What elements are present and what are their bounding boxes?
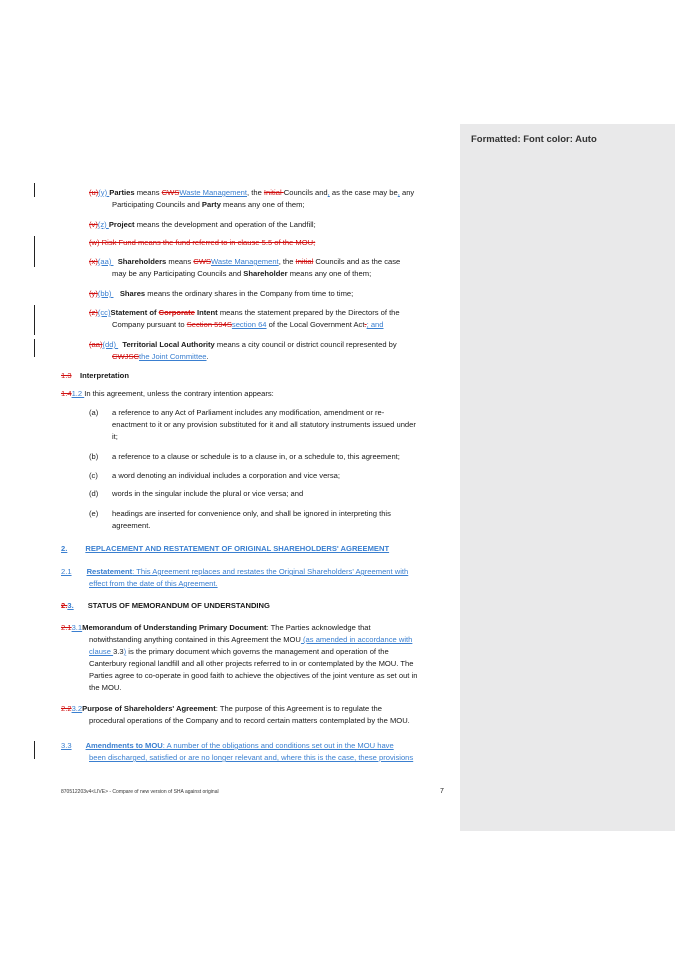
definition-shareholders-line2: may be any Participating Councils and Shareholder means any one of them;: [112, 269, 372, 278]
definition-statement-line2: Company pursuant to Section 594Ssection 64 of the Local Government Act.; and: [112, 320, 384, 329]
interpretation-item-label: (a): [89, 408, 99, 417]
clause-3-1: 2.13.1Memorandum of Understanding Primary Document: The Parties acknowledge that: [61, 623, 371, 632]
definition-parties: (u)(y) Parties means CWSWaste Management, the Initial Councils and, as the case may be, any: [89, 188, 415, 197]
definition-parties-line2: Participating Councils and Party means any one of them;: [112, 200, 305, 209]
definition-shares: (y)(bb) Shares means the ordinary shares in the Company from time to time;: [89, 289, 354, 298]
interpretation-item-text: agreement.: [112, 521, 151, 530]
page-number: 7: [440, 788, 444, 795]
clause-2-1-line2: effect from the date of this Agreement.: [89, 579, 218, 588]
interpretation-item-text: a reference to a clause or schedule is to a clause in, or a schedule to, this agreement;: [112, 452, 400, 461]
interpretation-item-text: a word denoting an individual includes a corporation and vice versa;: [112, 471, 340, 480]
section-3-heading: 2.3. STATUS OF MEMORANDUM OF UNDERSTANDING: [61, 601, 270, 610]
interpretation-item-label: (b): [89, 452, 99, 461]
clause-3-3-line2: been discharged, satisfied or are no longer relevant and, where this is the case, these provisions: [89, 753, 414, 762]
clause-3-1-line4: Canterbury regional landfill and all other projects referred to in or contemplated by the MOU. The: [89, 659, 414, 668]
definition-tla: (aa)(dd) Territorial Local Authority means a city council or district council represented by: [89, 340, 397, 349]
interpretation-heading: 1.3 Interpretation: [61, 371, 129, 380]
formatting-balloon: Formatted: Font color: Auto: [471, 134, 597, 145]
definition-tla-line2: CWJSCthe Joint Committee.: [112, 352, 209, 361]
definition-project: (v)(z) Project means the development and operation of the Landfill;: [89, 220, 316, 229]
section-2-heading: 2. REPLACEMENT AND RESTATEMENT OF ORIGINAL SHAREHOLDERS' AGREEMENT: [61, 544, 390, 553]
interpretation-item-text: enactment to it or any provision substituted for it and all statutory instruments issued under: [112, 420, 416, 429]
interpretation-item-text: a reference to any Act of Parliament includes any modification, amendment or re-: [112, 408, 385, 417]
clause-3-1-line6: the MOU.: [89, 683, 122, 692]
clause-3-2-line2: procedural operations of the Company and to record certain matters contemplated by the MOU.: [89, 716, 410, 725]
interpretation-item-text: headings are inserted for convenience only, and shall be ignored in interpreting this: [112, 509, 391, 518]
interpretation-item-label: (d): [89, 489, 99, 498]
clause-3-1-line2: notwithstanding anything contained in this Agreement the MOU (as amended in accordance with: [89, 635, 413, 644]
change-bar: [34, 741, 35, 759]
change-bar: [34, 305, 35, 335]
change-bar: [34, 339, 35, 357]
interpretation-intro: 1.41.2 In this agreement, unless the contrary intention appears:: [61, 389, 274, 398]
comment-margin-panel: [460, 124, 675, 831]
interpretation-item-text: it;: [112, 432, 118, 441]
change-bar: [34, 183, 35, 197]
clause-2-1: 2.1 Restatement: This Agreement replaces and restates the Original Shareholders' Agreement with: [61, 567, 409, 576]
document-footer: 870512203v4<LIVE> - Compare of new version of SHA against original: [61, 789, 219, 795]
clause-3-1-line3: clause 3.3) is the primary document which governs the management and operation of the: [89, 647, 389, 656]
clause-3-2: 2.23.2Purpose of Shareholders' Agreement: The purpose of this Agreement is to regulate the: [61, 704, 382, 713]
interpretation-item-label: (c): [89, 471, 98, 480]
interpretation-item-text: words in the singular include the plural or vice versa; and: [112, 489, 304, 498]
definition-shareholders: (x)(aa) Shareholders means CWSWaste Management, the Initial Councils and as the case: [89, 257, 401, 266]
change-bar: [34, 236, 35, 267]
definition-risk-fund-deleted: (w) Risk Fund means the fund referred to in clause 5.5 of the MOU;: [89, 238, 316, 247]
interpretation-item-label: (e): [89, 509, 99, 518]
clause-3-1-line5: Parties agree to co-operate in good faith to achieve the objectives of the joint venture as set out in: [89, 671, 418, 680]
clause-3-3: 3.3 Amendments to MOU: A number of the obligations and conditions set out in the MOU have: [61, 741, 394, 750]
definition-statement-of-intent: (z)(cc)Statement of Corporate Intent means the statement prepared by the Directors of the: [89, 308, 400, 317]
